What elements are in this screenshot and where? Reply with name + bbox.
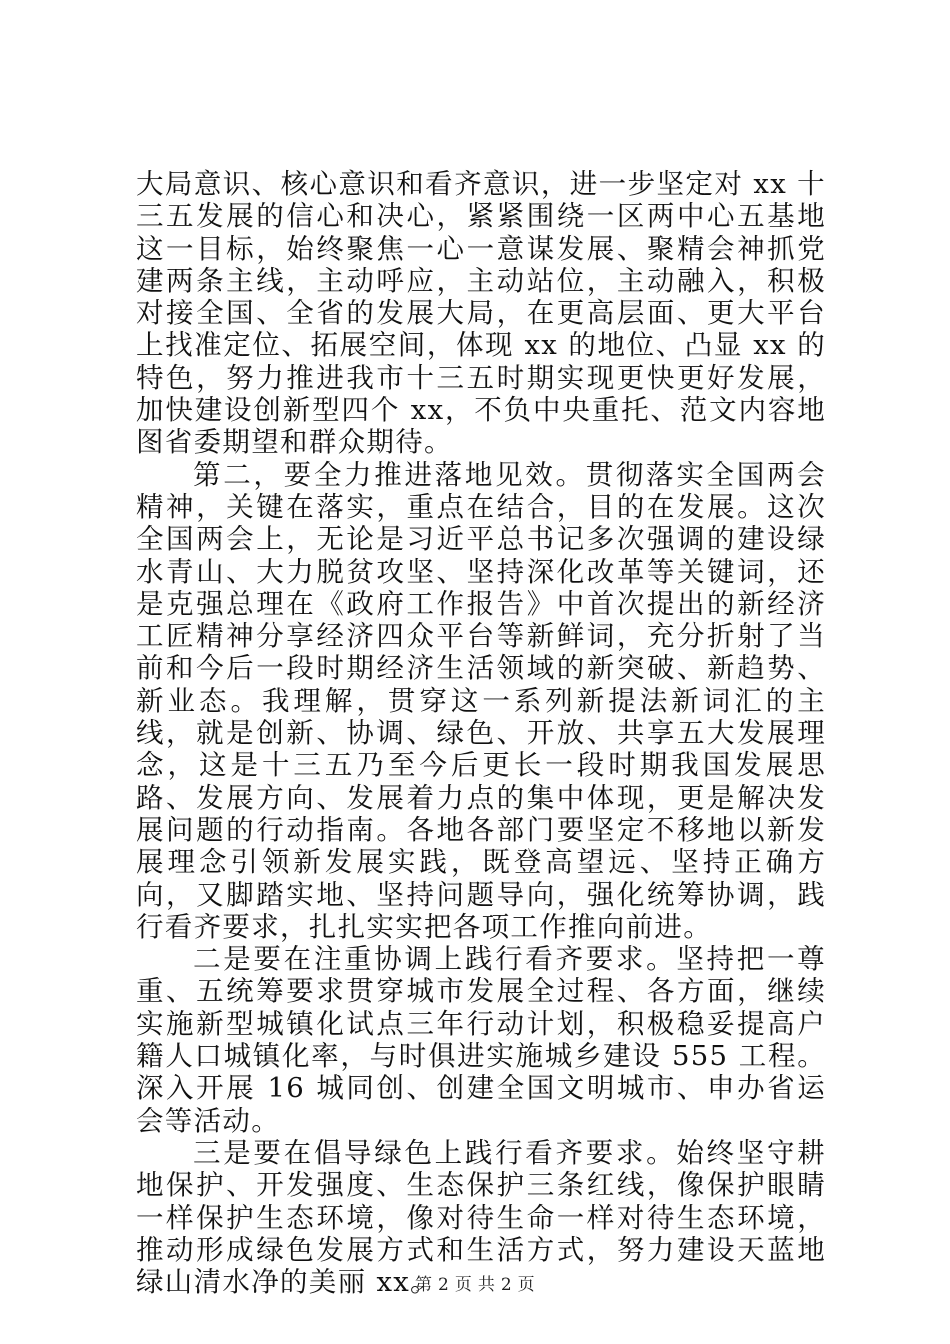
page-footer: 第 2 页 共 2 页 [415, 1275, 535, 1295]
document-body [136, 168, 826, 1298]
paragraph-coordination: 二是要在注重协调上践行看齐要求。坚持把一尊重、五统筹要求贯穿城市发展全过程、各方面，继续实施新型城镇化试点三年行动计划，积极稳妥提高户籍人口城镇化率，与时俱进实施城乡建设 555 工程。深入开展 16 城同创、创建全国文明城市、申办省运会等活动。 [136, 943, 826, 1137]
paragraph-second-point: 第二，要全力推进落地见效。贯彻落实全国两会精神，关键在落实，重点在结合，目的在发展。这次全国两会上，无论是习近平总书记多次强调的建设绿水青山、大力脱贫攻坚、坚持深化改革等关键词，还是克强总理在《政府工作报告》中首次提出的新经济工匠精神分享经济四众平台等新鲜词，充分折射了当前和今后一段时期经济生活领域的新突破、新趋势、新业态。我理解，贯穿这一系列新提法新词汇的主线，就是创新、协调、绿色、开放、共享五大发展理念，这是十三五乃至今后更长一段时期我国发展思路、发展方向、发展着力点的集中体现，更是解决发展问题的行动指南。各地各部门要坚定不移地以新发展理念引领新发展实践，既登高望远、坚持正确方向，又脚踏实地、坚持问题导向，强化统筹协调，践行看齐要求，扎扎实实把各项工作推向前进。 [136, 458, 826, 943]
paragraph-continuation: 大局意识、核心意识和看齐意识，进一步坚定对 xx 十三五发展的信心和决心，紧紧围绕一区两中心五基地这一目标，始终聚焦一心一意谋发展、聚精会神抓党建两条主线，主动呼应，主动站位，主动融入，积极对接全国、全省的发展大局，在更高层面、更大平台上找准定位、拓展空间，体现 xx 的地位、凸显 xx 的特色，努力推进我市十三五时期实现更快更好发展，加快建设创新型四个 xx，不负中央重托、范文内容地图省委期望和群众期待。 [136, 168, 826, 459]
paragraph-green: 三是要在倡导绿色上践行看齐要求。始终坚守耕地保护、开发强度、生态保护三条红线，像保护眼睛一样保护生态环境，像对待生命一样对待生态环境，推动形成绿色发展方式和生活方式，努力建设天蓝地绿山清水净的美丽 xx。 [136, 1136, 826, 1299]
